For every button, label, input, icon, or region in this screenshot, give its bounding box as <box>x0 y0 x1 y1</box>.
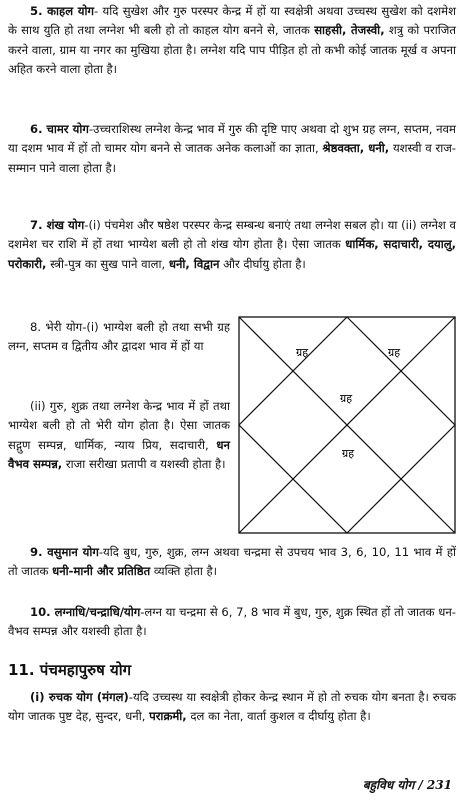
bold-bheri-yog: धन वैभव सम्पन्न, <box>8 437 230 472</box>
page-footer: बहुविध योग / 231 <box>362 778 452 792</box>
text-chamar-yog-2: यशस्वी व राज-सम्मान पाने वाला होता है। <box>8 141 456 175</box>
text-bheri-yog: -(i) भाग्येश बली हो तथा सभी ग्रह लग्न, सप्तम व द्वितीय और द्वादश भाव में हों या <box>8 320 230 354</box>
bold-shankh-yog-2: धनी, विद्वान <box>168 256 220 271</box>
heading-ruchak-yog: (i) रुचक योग (मंगल) <box>30 690 129 704</box>
bold-chamar-yog: श्रेष्ठवक्ता, धनी, <box>322 141 390 156</box>
chart-label-lower-center: ग्रह <box>342 447 355 460</box>
text-shankh-yog-3: और दीर्घायु होता है। <box>223 256 306 271</box>
text-chamar-yog: -उच्चराशिस्थ लग्नेश केन्द्र भाव में गुरु की दृष्टि पाए अथवा दो शुभ ग्रह लग्न, सप्तम, नवम या दशम भाव में हों तो चामर योग बनने से जातक अनेक कलाओं का ज्ञाता, <box>8 122 456 156</box>
chart-label-top-right: ग्रह <box>388 346 401 359</box>
text-vasuman-yog: -यदि बुध, गुरु, शुक्र, लग्न अथवा चन्द्रमा से उपचय भाव 3, 6, 10, 11 भाव में हों तो जातक <box>8 545 457 579</box>
bold-kahal-yog: साहसी, तेजस्वी, <box>314 23 385 38</box>
bold-ruchak-yog: पराक्रमी, <box>149 709 187 724</box>
heading-bheri-yog: 8. भेरी योग <box>30 320 83 334</box>
heading-chamar-yog: 6. चामर योग <box>30 122 89 136</box>
text-shankh-yog: -(i) पंचमेश और षष्ठेश परस्पर केन्द्र सम्बन्ध बनाएं तथा लग्नेश सबल हो। या (ii) लग्नेश व दशमेश चर राशि में हों तथा भाग्येश बली हो तो शंख योग होता है। ऐसा जातक <box>8 218 457 252</box>
section-heading-panchmahapurush: 11. पंचमहापुरुष योग <box>8 661 132 679</box>
bold-vasuman-yog: धनी-मानी और प्रतिष्ठित <box>52 564 151 579</box>
paragraph-bheri-yog-2 <box>8 397 230 475</box>
text-ruchak-yog: -यदि उच्चस्थ या स्वक्षेत्री होकर केन्द्र स्थान में हो तो रुचक योग बनता है। रुचक योग जातक पुष्ट देह, सुन्दर, धनी, <box>8 690 456 724</box>
paragraph-ruchak-yog <box>8 688 456 727</box>
heading-shankh-yog: 7. शंख योग <box>30 218 85 232</box>
heading-vasuman-yog: 9. वसुमान योग <box>30 545 99 559</box>
heading-lagnadhi-yog: 10. लग्नाधि/चन्द्राधि/योग <box>30 605 141 619</box>
paragraph-bheri-yog <box>8 318 230 357</box>
paragraph-vasuman-yog <box>8 543 456 582</box>
text-shankh-yog-2: स्त्री-पुत्र का सुख पाने वाला, <box>50 256 166 271</box>
text-lagnadhi-yog: -लग्न या चन्द्रमा से 6, 7, 8 भाव में बुध, गुरु, शुक्र स्थित हों तो जातक धन-वैभव सम्पन्न और यशस्वी होता है। <box>8 605 456 639</box>
paragraph-shankh-yog <box>8 216 456 274</box>
heading-kahal-yog: 5. काहल योग <box>30 4 95 18</box>
chart-label-center: ग्रह <box>340 392 353 405</box>
text-bheri-yog-2: (ii) गुरु, शुक्र तथा लग्नेश केन्द्र भाव में हों तथा भाग्येश बली हो तो भेरी योग होता है। ऐसा जातक सद्गुण सम्पन्न, धार्मिक, न्याय प्रिय, सदाचारी, <box>8 399 230 452</box>
paragraph-kahal-yog <box>8 2 456 80</box>
text-kahal-yog-2: शत्रु को पराजित करने वाला, ग्राम या नगर का मुखिया होता है। लग्नेश यदि पाप पीड़ित हो तो कभी कोई जातक मूर्ख व अपना अहित करने वाला होता है। <box>8 23 457 77</box>
paragraph-lagnadhi-yog <box>8 603 456 642</box>
text-bheri-yog-3: राजा सरीखा प्रतापी व यशस्वी होता है। <box>65 457 226 472</box>
text-ruchak-yog-2: दल का नेता, वार्ता कुशल व दीर्घायु होता है। <box>190 709 371 724</box>
chart-label-top-left: ग्रह <box>296 346 309 359</box>
bold-shankh-yog: धार्मिक, सदाचारी, दयालु, परोकारी, <box>8 237 456 271</box>
horoscope-chart <box>238 316 456 534</box>
text-vasuman-yog-2: व्यक्ति होता है। <box>153 564 218 579</box>
text-kahal-yog: - यदि सुखेश और गुरु परस्पर केन्द्र में हों या स्वक्षेत्री अथवा उच्चस्थ सुखेश को दशमेश के साथ युति हो तथा लग्नेश भी बली हो तो काहल योग बनने से, जातक <box>8 4 456 38</box>
paragraph-chamar-yog <box>8 120 456 178</box>
